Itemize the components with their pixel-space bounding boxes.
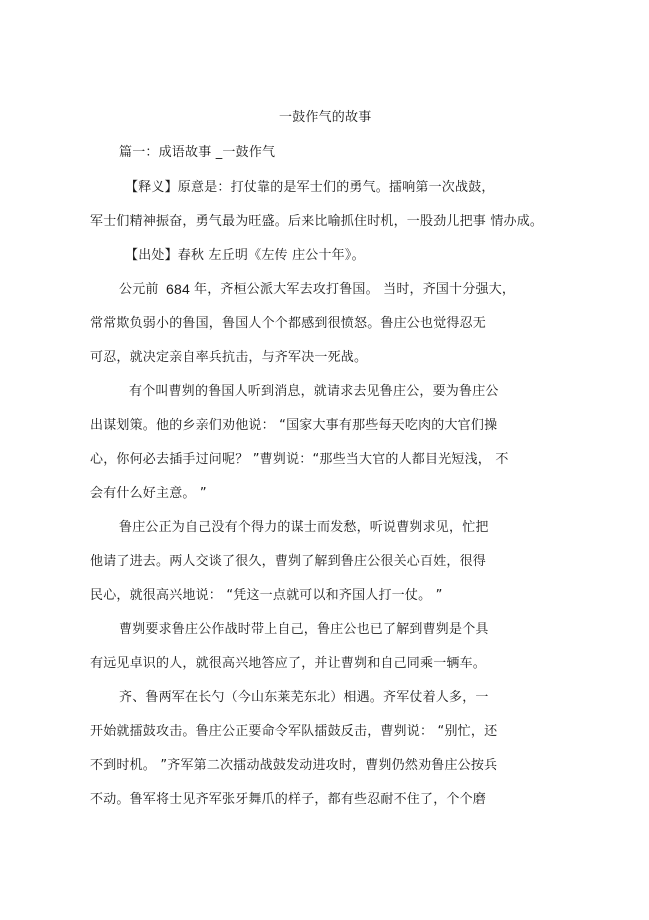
- text-line: 会有什么好主意。 ”: [90, 486, 207, 501]
- text-line: 可忍，就决定亲自率兵抗击，与齐军决一死战。: [90, 350, 368, 365]
- text-line: 鲁庄公正为自己没有个得力的谋士而发愁，听说曹刿求见，忙把: [119, 520, 489, 535]
- document-subtitle: 篇一：成语故事 _一鼓作气: [119, 145, 276, 160]
- text-line: 不动。鲁军将士见齐军张牙舞爪的样子，都有些忍耐不住了，个个磨: [90, 792, 487, 807]
- text-line: 常常欺负弱小的鲁国，鲁国人个个都感到很愤怒。鲁庄公也觉得忍无: [90, 316, 487, 331]
- text-line: 心，你何必去插手过问呢？ ”曹刿说：“那些当大官的人都目光短浅， 不: [90, 452, 509, 467]
- text-line: 齐、鲁两军在长勺（今山东莱芜东北）相遇。齐军仗着人多，一: [119, 690, 489, 705]
- text-line: 民心，就很高兴地说： “凭这一点就可以和齐国人打一仗。 ”: [90, 588, 443, 603]
- text-line: 年，齐桓公派大军去攻打鲁国。 当时，齐国十分强大，: [194, 282, 516, 297]
- text-line: 有个叫曹刿的鲁国人听到消息，就请求去见鲁庄公，要为鲁庄公: [129, 384, 499, 399]
- text-line: 公元前: [119, 282, 159, 297]
- text-line: 【出处】春秋 左丘明《左传 庄公十年》。: [125, 248, 365, 263]
- text-line: 曹刿要求鲁庄公作战时带上自己，鲁庄公也已了解到曹刿是个具: [119, 622, 489, 637]
- text-line: 他请了进去。两人交谈了很久，曹刿了解到鲁庄公很关心百姓，很得: [90, 554, 487, 569]
- text-line: 军士们精神振奋，勇气最为旺盛。后来比喻抓住时机，一股劲儿把事 情办成。: [90, 214, 544, 229]
- document-title: 一鼓作气的故事: [279, 110, 372, 125]
- text-line: 开始就擂鼓攻击。鲁庄公正要命令军队擂鼓反击，曹刿说： “别忙，还: [90, 724, 498, 739]
- text-line: 有远见卓识的人，就很高兴地答应了，并让曹刿和自己同乘一辆车。: [90, 656, 487, 671]
- year-number: 684: [166, 281, 190, 297]
- text-line: 不到时机。 ”齐军第二次擂动战鼓发动进攻时，曹刿仍然劝鲁庄公按兵: [90, 758, 498, 773]
- text-line: 【释义】原意是：打仗靠的是军士们的勇气。擂响第一次战鼓，: [125, 180, 495, 195]
- text-line: 出谋划策。他的乡亲们劝他说： “国家大事有那些每天吃肉的大官们操: [90, 418, 498, 433]
